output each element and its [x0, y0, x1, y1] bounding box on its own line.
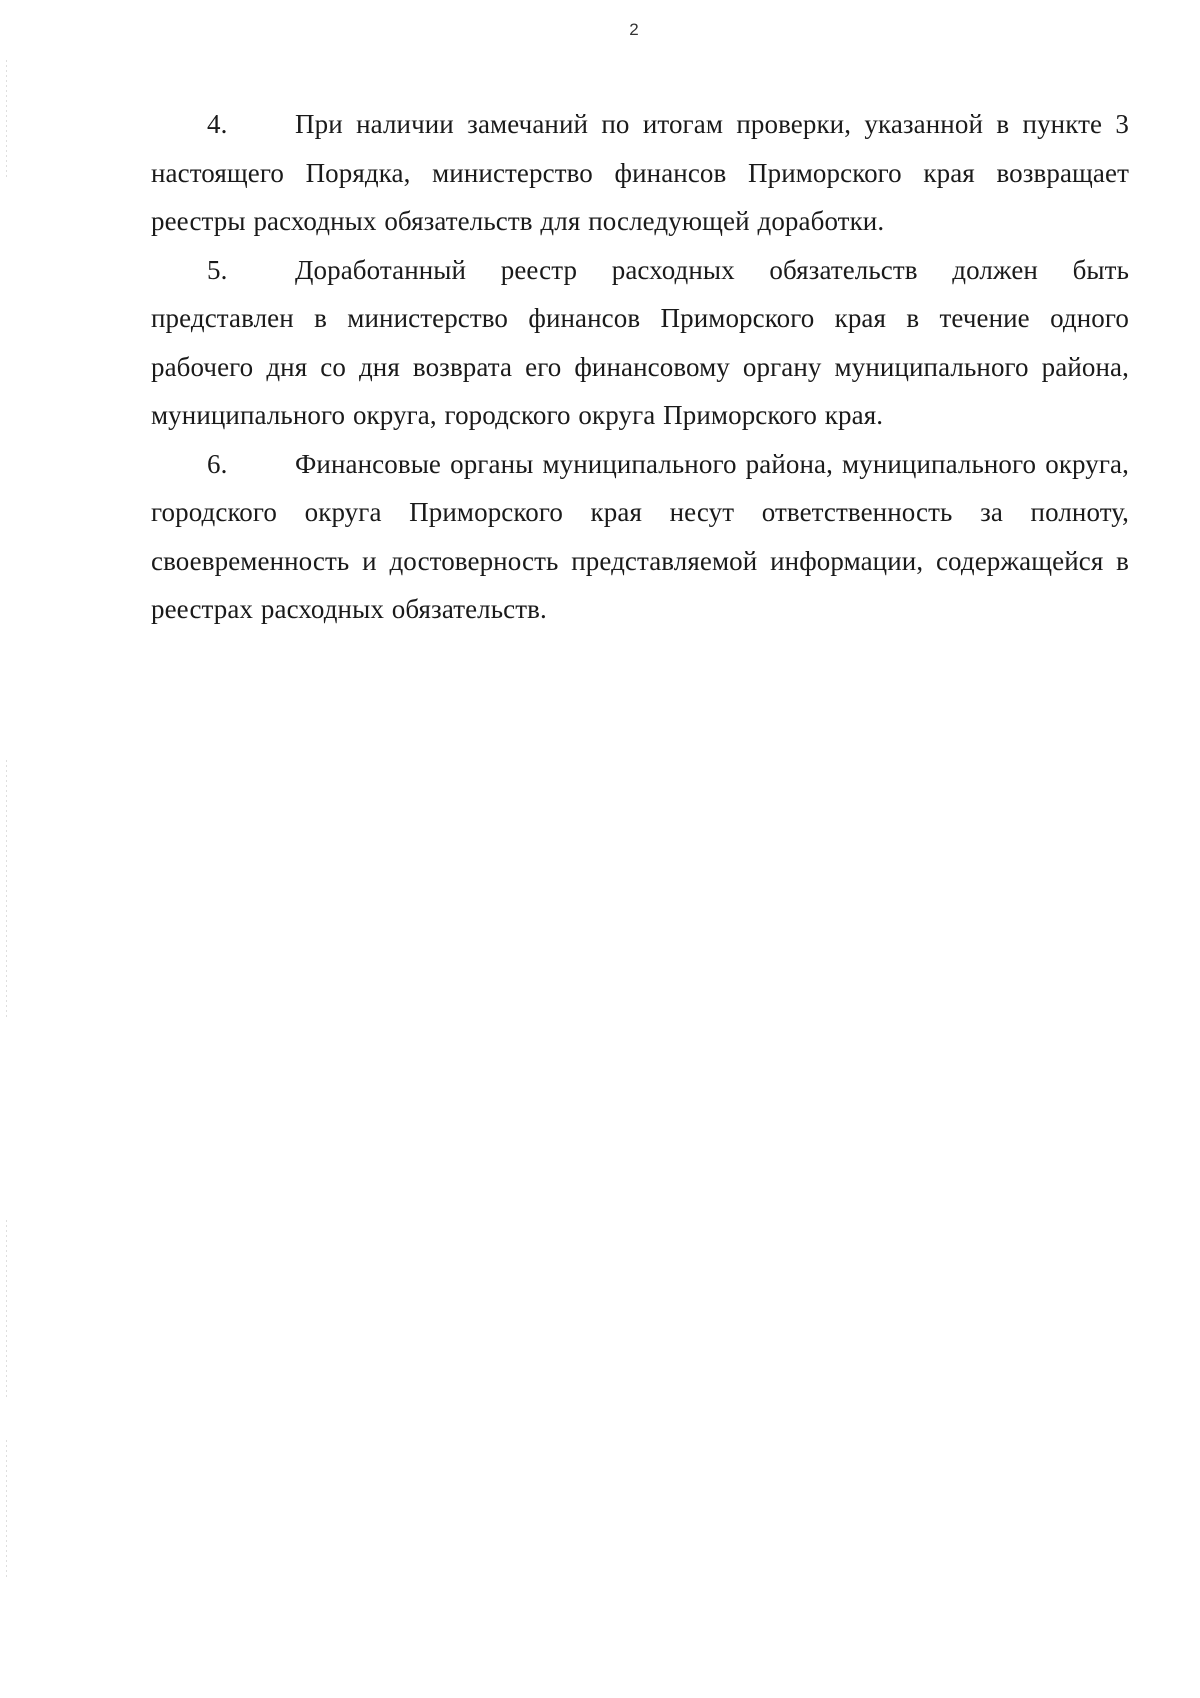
- paragraph-text: При наличии замечаний по итогам проверки, указанной в пункте 3 настоящего Порядка, министерство финансов Приморского края возвращает реестры расходных обязательств для последующей доработки.: [151, 109, 1129, 236]
- paragraph-6: [151, 440, 1129, 634]
- scan-edge-mark: [6, 1220, 7, 1400]
- paragraph-number: 5.: [207, 254, 228, 285]
- scan-edge-mark: [6, 60, 7, 180]
- scan-edge-mark: [6, 1440, 7, 1580]
- paragraph-number: 6.: [207, 448, 228, 479]
- paragraph-5: [151, 246, 1129, 440]
- document-body: [151, 100, 1129, 634]
- paragraph-number: 4.: [207, 109, 228, 139]
- scan-edge-mark: [6, 760, 7, 1020]
- paragraph-text: Финансовые органы муниципального района, муниципального округа, городского округа Приморского края несут ответственность за полноту, своевременность и достоверность представляемой информации, содержащейся в реестрах расходных обязательств.: [151, 448, 1129, 624]
- paragraph-text: Доработанный реестр расходных обязательств должен быть представлен в министерство финансов Приморского края в течение одного рабочего дня со дня возврата его финансовому органу муниципального района, муниципального округа, городского округа Приморского края.: [151, 254, 1129, 430]
- paragraph-4: [151, 100, 1129, 246]
- page-number: 2: [629, 20, 639, 39]
